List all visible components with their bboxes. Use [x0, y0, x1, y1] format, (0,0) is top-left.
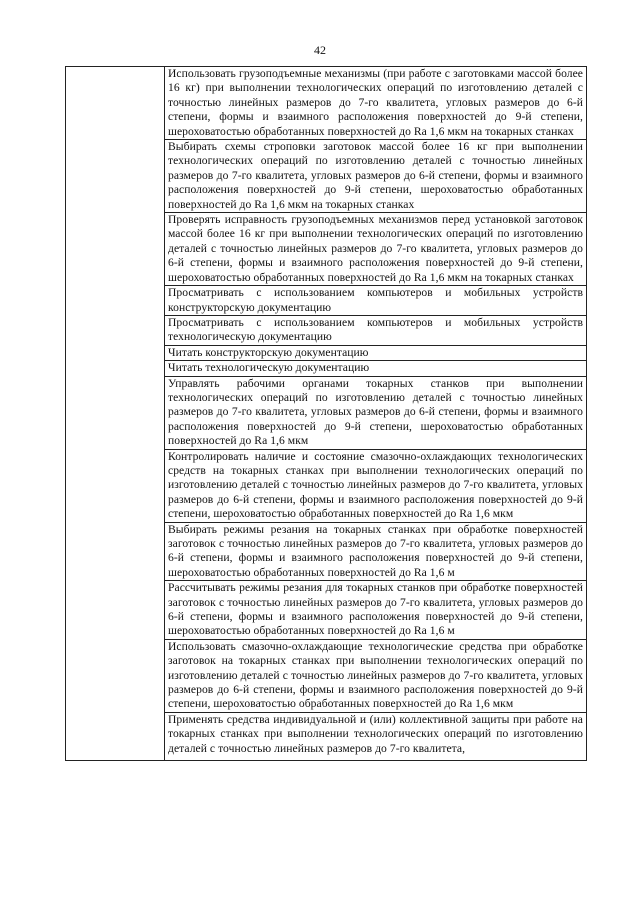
table-cell [165, 361, 587, 376]
table-cell [165, 376, 587, 449]
table-row [66, 67, 587, 140]
cell-text: Использовать смазочно-охлаждающие технологические средства при обработке заготовок на токарных станках при выполнении технологических операций по изготовлению деталей с точностью линейных размеров до 7-го квалитета, угловых размеров до 6-й степени, формы и взаимного расположения поверхностей до 9-й степени, шероховатостью обработанных поверхностей до Ra 1,6 мкм [168, 639, 583, 711]
cell-text: Просматривать с использованием компьютеров и мобильных устройств конструкторскую документацию [168, 286, 583, 314]
cell-text: Контролировать наличие и состояние смазочно-охлаждающих технологических средств на токарных станках при выполнении технологических операций по изготовлению деталей с точностью линейных размеров до 7-го квалитета, угловых размеров до 6-й степени, формы и взаимного расположения поверхностей до 9-й степени, шероховатостью обработанных поверхностей до Ra 1,6 мкм [168, 449, 583, 521]
table-cell [165, 345, 587, 360]
left-column-cell [66, 67, 165, 761]
cell-text: Выбирать режимы резания на токарных станках при обработке поверхностей заготовок с точностью линейных размеров до 7-го квалитета, угловых размеров до 6-й степени, формы и взаимного расположения поверхностей до 9-й степени, шероховатостью обработанных поверхностей до Ra 1,6 м [168, 522, 583, 579]
cell-text: Управлять рабочими органами токарных станков при выполнении технологических операций по изготовлению деталей с точностью линейных размеров до 7-го квалитета, угловых размеров до 6-й степени, формы и взаимного расположения поверхностей до 9-й степени, шероховатостью обработанных поверхностей до Ra 1,6 мкм [168, 376, 583, 448]
table-cell [165, 639, 587, 712]
table-cell [165, 581, 587, 640]
cell-text: Читать технологическую документацию [168, 361, 370, 375]
table-cell [165, 449, 587, 522]
table-cell [165, 522, 587, 581]
table-cell [165, 286, 587, 316]
table-cell [165, 315, 587, 345]
cell-text: Применять средства индивидуальной и (или) коллективной защиты при работе на токарных станках при выполнении технологических операций по изготовлению деталей с точностью линейных размеров до 7-го квалитета, [168, 712, 583, 755]
table-cell [165, 213, 587, 286]
cell-text: Использовать грузоподъемные механизмы (при работе с заготовками массой более 16 кг) при выполнении технологических операций по изготовлению деталей с точностью линейных размеров до 7-го квалитета, угловых размеров до 6-й степени, формы и взаимного расположения поверхностей до 9-й степени, шероховатостью обработанных поверхностей до Ra 1,6 мкм на токарных станках [168, 67, 583, 138]
skills-table [65, 66, 587, 761]
cell-text: Выбирать схемы строповки заготовок массой более 16 кг при выполнении технологических операций по изготовлению деталей с точностью линейных размеров до 7-го квалитета, угловых размеров до 6-й степени, формы и взаимного расположения поверхностей до 9-й степени, шероховатостью обработанных поверхностей до Ra 1,6 мкм на токарных станках [168, 140, 583, 211]
cell-text: Рассчитывать режимы резания для токарных станков при обработке поверхностей заготовок с точностью линейных размеров до 7-го квалитета, угловых размеров до 6-й степени, формы и взаимного расположения поверхностей до 9-й степени, шероховатостью обработанных поверхностей до Ra 1,6 м [168, 581, 583, 638]
cell-text: Просматривать с использованием компьютеров и мобильных устройств технологическую документацию [168, 315, 583, 344]
page-number: 42 [314, 43, 326, 57]
table-cell [165, 140, 587, 213]
table-cell [165, 67, 587, 140]
cell-text: Проверять исправность грузоподъемных механизмов перед установкой заготовок массой более 16 кг при выполнении технологических операций по изготовлению деталей с точностью линейных размеров до 7-го квалитета, угловых размеров до 6-й степени, формы и взаимного расположения поверхностей до 9-й степени, шероховатостью обработанных поверхностей до Ra 1,6 мкм на токарных станках [168, 213, 583, 284]
cell-text: Читать конструкторскую документацию [168, 345, 369, 359]
table-cell [165, 712, 587, 760]
